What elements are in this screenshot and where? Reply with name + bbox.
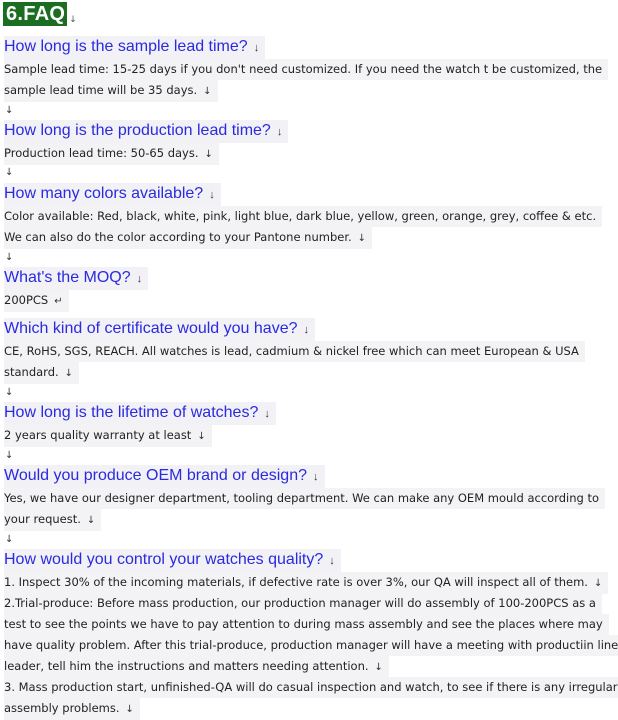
answer-line: We can also do the color according to your Pantone number. ↓ (4, 227, 372, 249)
down-arrow-mark: ↓ (313, 471, 319, 483)
answer-line: sample lead time will be 35 days. ↓ (4, 80, 218, 102)
down-arrow-mark: ↓ (303, 324, 309, 336)
down-arrow-mark: ↓ (264, 408, 270, 420)
question-3: How many colors available? ↓ (4, 183, 221, 206)
question-6: How long is the lifetime of watches? ↓ (4, 402, 276, 425)
answer-line: your request. ↓ (4, 509, 101, 531)
down-arrow-mark: ↓ (5, 450, 14, 461)
answer-line: 200PCS ↵ (4, 290, 69, 312)
question-2: How long is the production lead time? ↓ (4, 120, 288, 143)
question-4: What's the MOQ? ↓ (4, 267, 148, 290)
answer-line: have quality problem. After this trial-produce, production manager will have a meeting with productiin line (4, 635, 618, 656)
down-arrow-mark: ↓ (5, 105, 14, 116)
down-arrow-mark: ↓ (209, 189, 215, 201)
answer-line: assembly problems. ↓ (4, 698, 140, 720)
answer-line: standard. ↓ (4, 362, 79, 384)
answer-line: CE, RoHS, SGS, REACH. All watches is lead, cadmium & nickel free which can meet European & USA (4, 341, 585, 362)
down-arrow-mark: ↓ (5, 387, 14, 398)
down-arrow-mark: ↓ (5, 534, 14, 545)
answer-line: Yes, we have our designer department, tooling department. We can make any OEM mould according to (4, 488, 605, 509)
down-arrow-mark: ↓ (64, 368, 74, 379)
answer-line: 3. Mass production start, unfinished-QA will do casual inspection and watch, to see if there is any irregular (4, 677, 618, 698)
answer-line: Color available: Red, black, white, pink, light blue, dark blue, yellow, green, orange, grey, coffee & etc. (4, 206, 602, 227)
down-arrow-mark: ↓ (357, 233, 367, 244)
down-arrow-mark: ↓ (136, 273, 143, 285)
down-arrow-mark: ↓ (197, 431, 206, 442)
answer-line: Sample lead time: 15-25 days if you don't need customized. If you need the watch t be customized, the (4, 59, 608, 80)
down-arrow-mark: ↓ (593, 578, 603, 589)
faq-title-row (3, 2, 77, 26)
down-arrow-mark: ↓ (276, 126, 283, 138)
question-8: How would you control your watches quality? ↓ (4, 549, 341, 572)
question-5: Which kind of certificate would you have? ↓ (4, 318, 315, 341)
down-arrow-mark: ↓ (374, 662, 383, 673)
answer-line: test to see the points we have to pay attention to during mass assembly and see the places where may (4, 614, 609, 635)
answer-line: 2 years quality warranty at least ↓ (4, 425, 212, 447)
question-1: How long is the sample lead time? ↓ (4, 36, 265, 59)
answer-line: Production lead time: 50-65 days. ↓ (4, 143, 219, 165)
answer-line: 1. Inspect 30% of the incoming materials, if defective rate is over 3%, our QA will inspect all of them. ↓ (4, 572, 608, 594)
answer-line: leader, tell him the instructions and matters needing attention. ↓ (4, 656, 389, 678)
question-7: Would you produce OEM brand or design? ↓ (4, 465, 325, 488)
down-arrow-mark: ↓ (86, 515, 96, 526)
down-arrow-mark: ↓ (125, 704, 134, 715)
down-arrow-mark: ↓ (203, 86, 212, 97)
answer-line: 2.Trial-produce: Before mass production, our production manager will do assembly of 100-200PCS as a (4, 593, 602, 614)
down-arrow-mark: ↓ (204, 149, 213, 160)
down-arrow-mark: ↓ (329, 555, 335, 567)
down-arrow-mark: ↓ (5, 252, 14, 263)
down-arrow-mark: ↓ (5, 167, 14, 178)
return-mark: ↵ (54, 296, 63, 307)
down-arrow-mark: ↓ (69, 15, 77, 25)
faq-title: 6.FAQ (3, 2, 67, 26)
down-arrow-mark: ↓ (253, 42, 260, 54)
